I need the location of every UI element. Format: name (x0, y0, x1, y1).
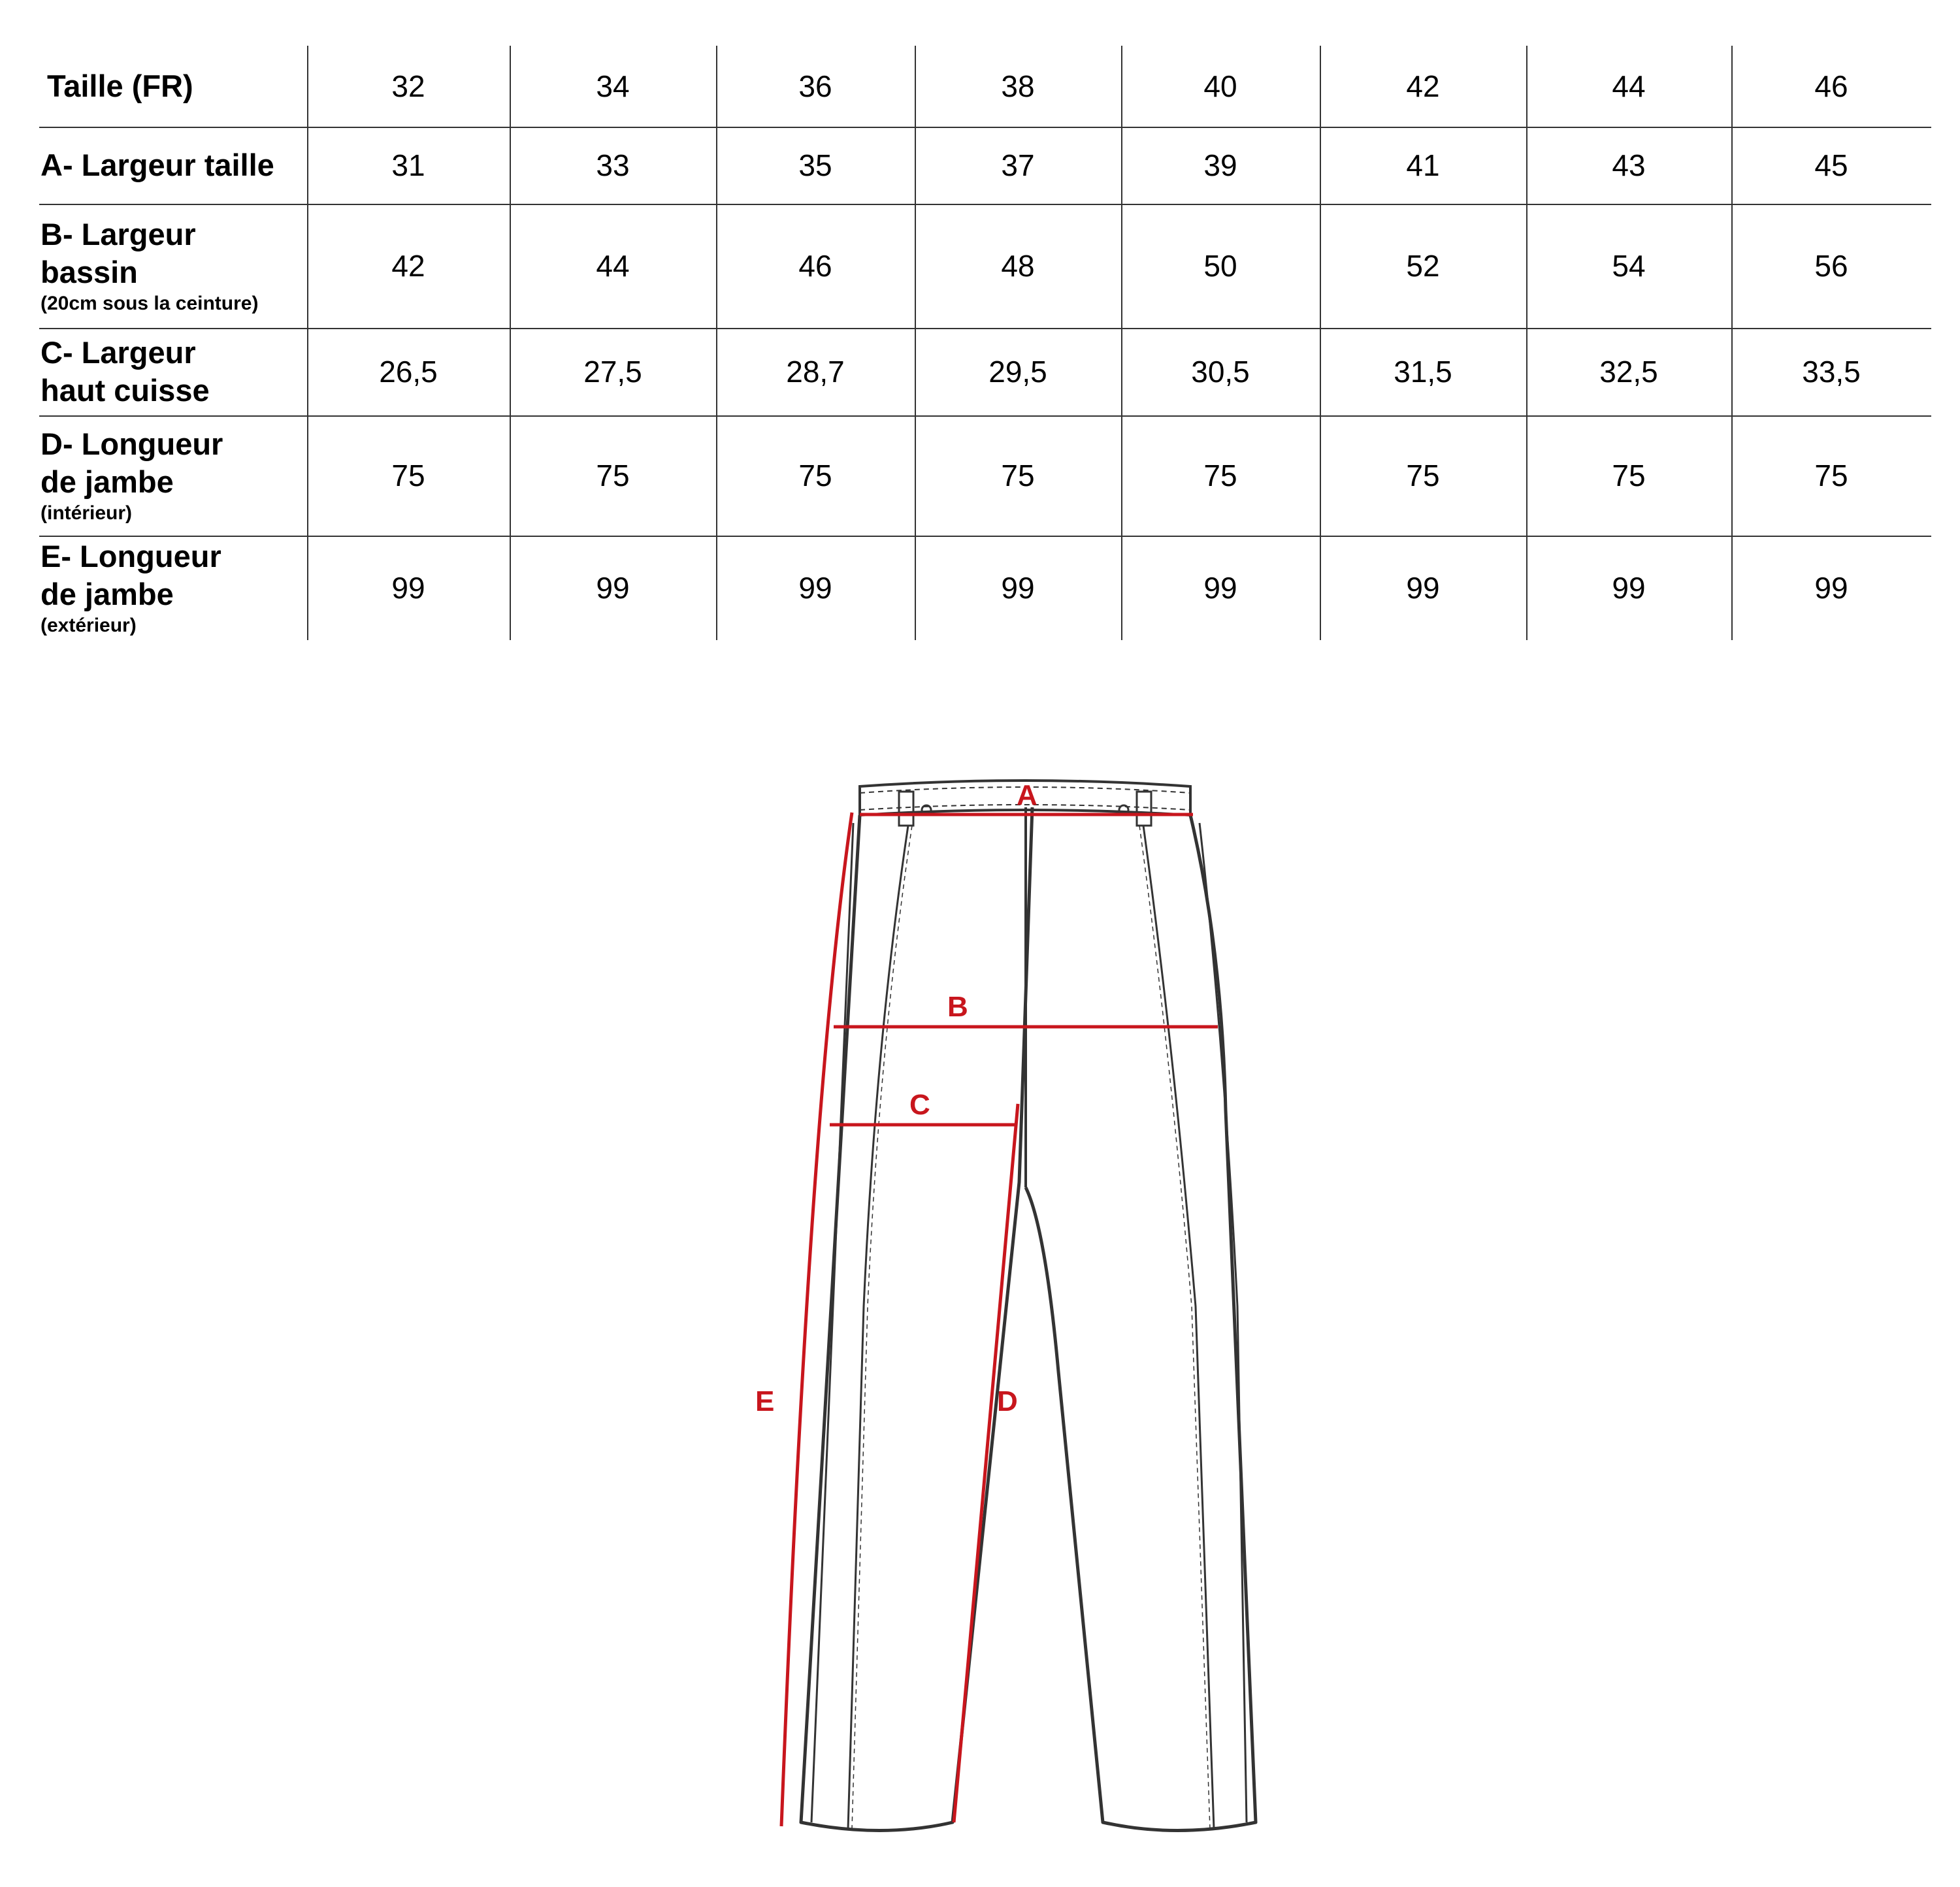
row-label-note: (20cm sous la ceinture) (41, 293, 259, 314)
row-label-note: (intérieur) (41, 502, 133, 524)
size-header-cell: 36 (798, 69, 832, 103)
size-header-cell: 32 (391, 69, 425, 103)
row-label-text: Taille (FR) (47, 69, 193, 103)
table-cell: 75 (596, 459, 630, 492)
table-cell: 75 (1001, 459, 1035, 492)
size-header-cell: 38 (1001, 69, 1035, 103)
size-header-cell: 40 (1203, 69, 1237, 103)
table-cell: 28,7 (786, 355, 845, 389)
size-header-cell: 42 (1406, 69, 1440, 103)
table-cell: 56 (1814, 249, 1848, 283)
table-cell: 99 (798, 571, 832, 605)
table-cell: 52 (1406, 249, 1440, 283)
table-cell: 48 (1001, 249, 1035, 283)
table-cell: 30,5 (1191, 355, 1250, 389)
table-cell: 29,5 (988, 355, 1047, 389)
table-cell: 32,5 (1599, 355, 1658, 389)
table-cell: 42 (391, 249, 425, 283)
measure-label-c: C (909, 1089, 930, 1121)
table-row-label (39, 328, 304, 415)
row-label-text: D- Longueur de jambe (41, 427, 223, 499)
measure-label-d: D (997, 1385, 1018, 1417)
measure-label-b: B (947, 991, 968, 1023)
table-row-label (39, 536, 304, 640)
table-cell: 35 (798, 148, 832, 182)
table-cell: 99 (1203, 571, 1237, 605)
table-cell: 31 (391, 148, 425, 182)
row-label-text: A- Largeur taille (41, 148, 274, 182)
table-cell: 75 (391, 459, 425, 492)
table-cell: 75 (1814, 459, 1848, 492)
table-cell: 43 (1612, 148, 1646, 182)
table-cell: 75 (798, 459, 832, 492)
table-cell: 99 (596, 571, 630, 605)
table-cell: 41 (1406, 148, 1440, 182)
table-cell: 44 (596, 249, 630, 283)
table-cell: 27,5 (583, 355, 642, 389)
pants-right-leg (1026, 815, 1256, 1831)
row-label-text: C- Largeur haut cuisse (41, 335, 210, 408)
table-row-label (39, 204, 304, 328)
row-label-text: E- Longueur de jambe (41, 539, 221, 611)
table-cell: 37 (1001, 148, 1035, 182)
table-cell: 99 (391, 571, 425, 605)
table-cell: 33,5 (1802, 355, 1861, 389)
table-cell: 46 (798, 249, 832, 283)
table-cell: 50 (1203, 249, 1237, 283)
table-cell: 99 (1814, 571, 1848, 605)
table-cell: 99 (1001, 571, 1035, 605)
size-header-cell: 46 (1814, 69, 1848, 103)
measure-label-e: E (755, 1385, 775, 1417)
measure-line-d (954, 1104, 1018, 1822)
table-row-label (39, 46, 311, 127)
size-header-cell: 34 (596, 69, 630, 103)
pants-diagram (0, 751, 1960, 1887)
table-cell: 39 (1203, 148, 1237, 182)
table-cell: 75 (1612, 459, 1646, 492)
belt-loop-right (1137, 792, 1151, 826)
table-cell: 99 (1406, 571, 1440, 605)
table-cell: 31,5 (1394, 355, 1452, 389)
size-header-cell: 44 (1612, 69, 1646, 103)
table-cell: 26,5 (379, 355, 438, 389)
table-cell: 99 (1612, 571, 1646, 605)
table-row-label (39, 127, 304, 204)
table-row-label (39, 415, 304, 536)
size-table (39, 46, 1931, 640)
measure-label-a: A (1017, 779, 1037, 811)
table-cell: 54 (1612, 249, 1646, 283)
row-label-note: (extérieur) (41, 615, 137, 636)
belt-loop-left (899, 792, 913, 826)
table-cell: 45 (1814, 148, 1848, 182)
table-cell: 75 (1203, 459, 1237, 492)
table-cell: 75 (1406, 459, 1440, 492)
table-cell: 33 (596, 148, 630, 182)
row-label-text: B- Largeur bassin (41, 217, 196, 289)
